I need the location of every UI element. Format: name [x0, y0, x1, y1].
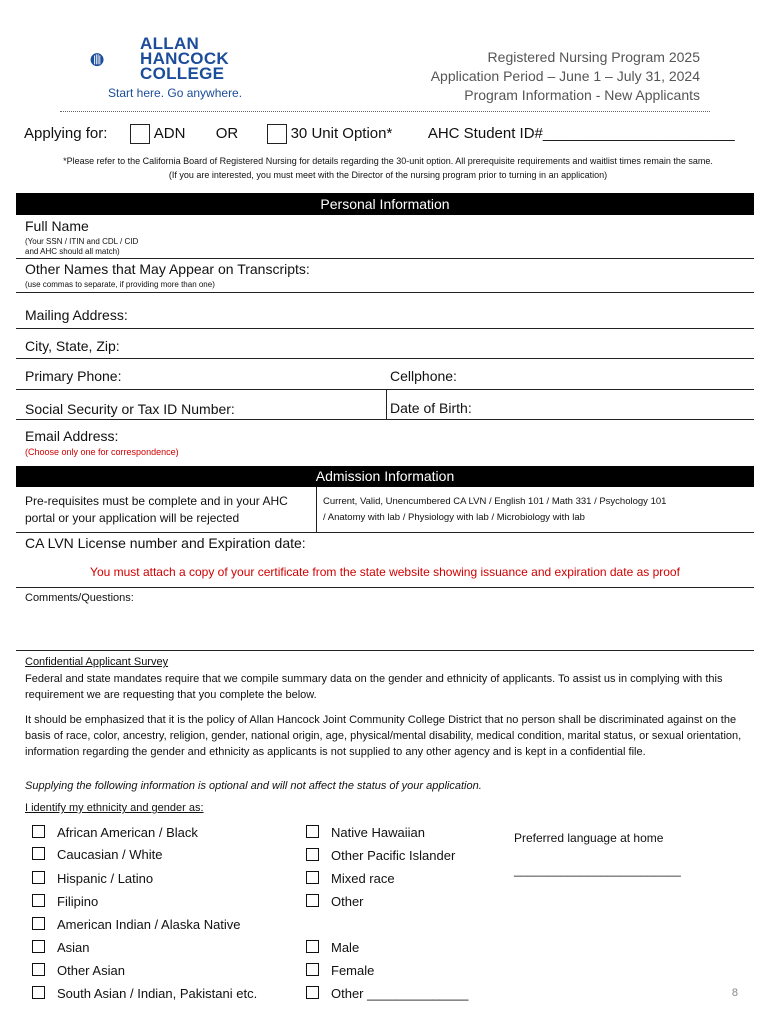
- gender-option[interactable]: Male: [306, 940, 359, 955]
- dob-label[interactable]: Date of Birth:: [390, 400, 472, 416]
- ethnicity-option[interactable]: American Indian / Alaska Native: [32, 917, 241, 932]
- divider: [16, 419, 754, 420]
- survey-optional-note: Supplying the following information is optional and will not affect the status of your application.: [25, 780, 482, 792]
- divider: [316, 487, 317, 532]
- divider: [16, 328, 754, 329]
- thirty-unit-note: [20, 154, 756, 182]
- thirty-unit-label: 30 Unit Option*: [290, 124, 393, 142]
- checkbox-icon[interactable]: [32, 963, 45, 976]
- checkbox-icon[interactable]: [32, 825, 45, 838]
- other-names-note: (use commas to separate, if providing more than one): [25, 280, 215, 289]
- city-state-zip-label[interactable]: City, State, Zip:: [25, 338, 120, 354]
- header-line-3: Program Information - New Applicants: [464, 87, 700, 103]
- logo-line-2: HANCOCK: [140, 49, 229, 68]
- adn-checkbox[interactable]: [130, 124, 150, 144]
- email-note: (Choose only one for correspondence): [25, 447, 179, 457]
- prereq-list-line-1: Current, Valid, Unencumbered CA LVN / English 101 / Math 331 / Psychology 101: [323, 496, 667, 507]
- ethnicity-option[interactable]: Native Hawaiian: [306, 825, 425, 840]
- preferred-language-label: Preferred language at home: [514, 831, 664, 845]
- comments-label[interactable]: Comments/Questions:: [25, 592, 134, 604]
- logo-line-1: ALLAN: [140, 34, 200, 53]
- preferred-language-field[interactable]: _________________________: [514, 863, 681, 877]
- checkbox-icon[interactable]: [32, 986, 45, 999]
- checkbox-icon[interactable]: [306, 940, 319, 953]
- other-names-label[interactable]: Other Names that May Appear on Transcripts:: [25, 261, 310, 277]
- ethnicity-option[interactable]: Other Asian: [32, 963, 125, 978]
- primary-phone-label[interactable]: Primary Phone:: [25, 368, 122, 384]
- gender-option[interactable]: Other ______________: [306, 986, 468, 1001]
- ethnicity-option[interactable]: Other Pacific Islander: [306, 848, 455, 863]
- college-logo-icon: [90, 38, 140, 86]
- checkbox-icon[interactable]: [32, 940, 45, 953]
- logo-tagline: Start here. Go anywhere.: [108, 86, 243, 100]
- checkbox-icon[interactable]: [32, 917, 45, 930]
- header-line-2: Application Period – June 1 – July 31, 2024: [430, 68, 700, 84]
- identify-label: I identify my ethnicity and gender as:: [25, 802, 204, 814]
- ethnicity-option[interactable]: Mixed race: [306, 871, 395, 886]
- divider: [16, 292, 754, 293]
- adn-label: ADN: [153, 124, 186, 142]
- checkbox-icon[interactable]: [306, 986, 319, 999]
- survey-paragraph-1: Federal and state mandates require that we compile summary data on the gender and ethnicity of applicants. To assist us in complying with this requirement we are requesting that you complete the below.: [25, 673, 723, 701]
- applying-for-row: [24, 124, 735, 144]
- attach-certificate-notice: You must attach a copy of your certificate from the state website showing issuance and expiration date as proof: [90, 565, 680, 579]
- prereq-warning-line-2: portal or your application will be rejected: [25, 511, 240, 525]
- logo-line-3: COLLEGE: [140, 64, 225, 83]
- personal-info-header: Personal Information: [16, 193, 754, 215]
- thirty-unit-checkbox[interactable]: [267, 124, 287, 144]
- lvn-license-label[interactable]: CA LVN License number and Expiration date:: [25, 535, 306, 551]
- checkbox-icon[interactable]: [32, 871, 45, 884]
- divider: [16, 258, 754, 259]
- checkbox-icon[interactable]: [32, 847, 45, 860]
- applying-for-label: Applying for:: [24, 124, 108, 142]
- divider: [16, 358, 754, 359]
- ethnicity-option[interactable]: South Asian / Indian, Pakistani etc.: [32, 986, 257, 1001]
- note-line-2: (If you are interested, you must meet with the Director of the nursing program prior to turning in an application): [168, 170, 608, 180]
- divider: [16, 587, 754, 588]
- or-label: OR: [215, 124, 239, 142]
- survey-title: Confidential Applicant Survey: [25, 656, 169, 668]
- mailing-address-label[interactable]: Mailing Address:: [25, 307, 128, 323]
- prereq-warning-line-1: Pre-requisites must be complete and in your AHC: [25, 494, 288, 508]
- header-divider: [60, 111, 710, 112]
- ethnicity-option[interactable]: Filipino: [32, 894, 98, 909]
- checkbox-icon[interactable]: [306, 871, 319, 884]
- full-name-note-1: (Your SSN / ITIN and CDL / CID: [25, 237, 139, 246]
- divider: [386, 389, 387, 419]
- ethnicity-option[interactable]: Asian: [32, 940, 90, 955]
- page-number: 8: [731, 987, 738, 999]
- divider: [16, 650, 754, 651]
- prereq-list-line-2: / Anatomy with lab / Physiology with lab / Microbiology with lab: [323, 512, 585, 523]
- email-label[interactable]: Email Address:: [25, 428, 119, 444]
- logo-wordmark: [140, 36, 229, 81]
- ethnicity-option[interactable]: African American / Black: [32, 825, 198, 840]
- checkbox-icon[interactable]: [306, 825, 319, 838]
- gender-option[interactable]: Female: [306, 963, 374, 978]
- divider: [16, 389, 754, 390]
- checkbox-icon[interactable]: [306, 963, 319, 976]
- document-header: [431, 48, 700, 105]
- ethnicity-option[interactable]: Hispanic / Latino: [32, 871, 153, 886]
- checkbox-icon[interactable]: [306, 848, 319, 861]
- full-name-note-2: and AHC should all match): [25, 247, 120, 256]
- student-id-field[interactable]: AHC Student ID#_______________________: [427, 124, 735, 142]
- divider: [16, 532, 754, 533]
- ethnicity-option[interactable]: Caucasian / White: [32, 847, 163, 862]
- ssn-label[interactable]: Social Security or Tax ID Number:: [25, 401, 235, 417]
- admission-info-header: Admission Information: [16, 466, 754, 487]
- full-name-note: [25, 237, 138, 257]
- cellphone-label[interactable]: Cellphone:: [390, 368, 457, 384]
- prereq-list: [323, 494, 666, 526]
- ethnicity-option[interactable]: Other: [306, 894, 364, 909]
- checkbox-icon[interactable]: [32, 894, 45, 907]
- full-name-label[interactable]: Full Name: [25, 218, 89, 234]
- note-line-1: *Please refer to the California Board of Registered Nursing for details regarding the 30-unit option. All prerequisite requirements and waitlist times remain the same.: [63, 156, 713, 166]
- header-line-1: Registered Nursing Program 2025: [487, 49, 700, 65]
- checkbox-icon[interactable]: [306, 894, 319, 907]
- survey-paragraph-2: It should be emphasized that it is the policy of Allan Hancock Joint Community College District that no person shall be discriminated against on the basis of race, color, ancestry, religion, gender, national origin, age, physical/mental disability, medical condition, marital status, or sexual orientation, information regarding the gender and ethnicity as applicants is not supplied to any other agency and is kept in a confidential file.: [25, 714, 742, 758]
- prereq-warning: [25, 493, 288, 527]
